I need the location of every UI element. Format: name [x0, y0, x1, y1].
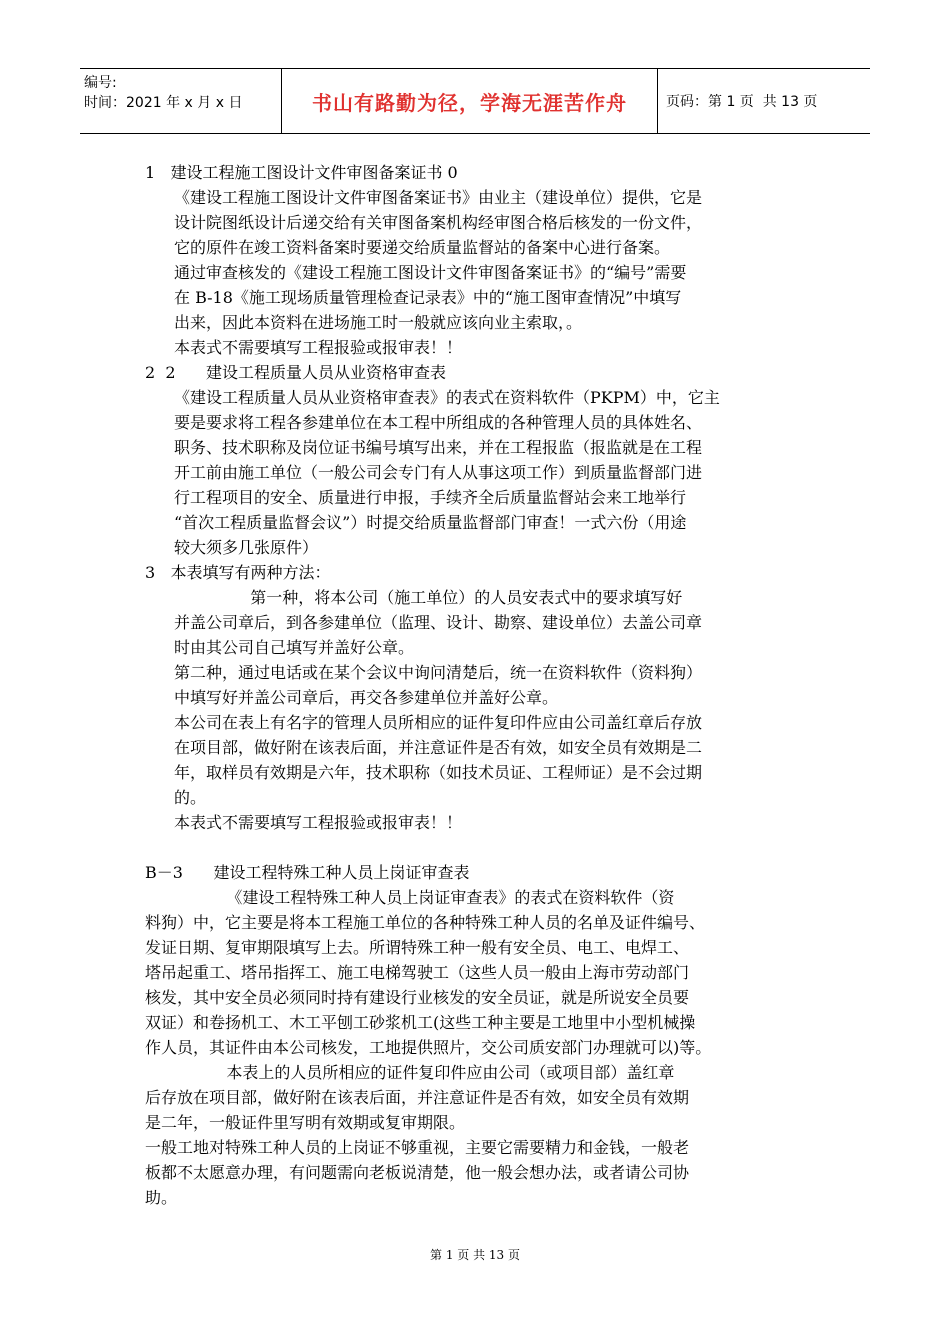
section-2-heading: 2 2 建设工程质量人员从业资格审查表 [145, 363, 447, 382]
paragraph-line: 《建设工程特殊工种人员上岗证审查表》的表式在资料软件（资 [145, 888, 675, 907]
paragraph-line: 开工前由施工单位（一般公司会专门有人从事这项工作）到质量监督部门进 [174, 463, 703, 482]
paragraph-line: 助。 [145, 1188, 178, 1207]
paragraph-line: 第一种，将本公司（施工单位）的人员安表式中的要求填写好 [174, 588, 683, 607]
paragraph-line: 塔吊起重工、塔吊指挥工、施工电梯驾驶工（这些人员一般由上海市劳动部门 [145, 963, 690, 982]
paragraph-line: 中填写好并盖公司章后，再交各参建单位并盖好公章。 [174, 688, 559, 707]
paragraph-line: 在项目部，做好附在该表后面，并注意证件是否有效，如安全员有效期是二 [174, 738, 703, 757]
paragraph-line: 《建设工程施工图设计文件审图备案证书》由业主（建设单位）提供，它是 [174, 188, 703, 207]
time-label: 时间：2021 年 x 月 x 日 [84, 95, 243, 111]
paragraph-line: 并盖公司章后，到各参建单位（监理、设计、勘察、建设单位）去盖公司章 [174, 613, 703, 632]
paragraph-line: 作人员，其证件由本公司核发，工地提供照片，交公司质安部门办理就可以)等。 [145, 1038, 712, 1057]
section-1-heading: 1 建设工程施工图设计文件审图备案证书 0 [145, 163, 458, 182]
number-label: 编号: [84, 75, 117, 91]
paragraph-line: “首次工程质量监督会议”）时提交给质量监督部门审查！一式六份（用途 [174, 513, 687, 532]
paragraph-line: 年，取样员有效期是六年，技术职称（如技术员证、工程师证）是不会过期 [174, 763, 703, 782]
paragraph-line: 发证日期、复审期限填写上去。所谓特殊工种一般有安全员、电工、电焊工、 [145, 938, 690, 957]
paragraph-line: 双证）和卷扬机工、木工平刨工砂浆机工(这些工种主要是工地里中小型机械操 [145, 1013, 696, 1032]
paragraph-line: 本公司在表上有名字的管理人员所相应的证件复印件应由公司盖红章后存放 [174, 713, 703, 732]
paragraph-line: 要是要求将工程各参建单位在本工程中所组成的各种管理人员的具体姓名、 [174, 413, 703, 432]
note-line: 本表式不需要填写工程报验或报审表！！ [174, 813, 463, 832]
paragraph-line: 核发，其中安全员必须同时持有建设行业核发的安全员证，就是所说安全员要 [145, 988, 690, 1007]
paragraph-line: 的。 [174, 788, 207, 807]
paragraph-line: 本表上的人员所相应的证件复印件应由公司（或项目部）盖红章 [145, 1063, 675, 1082]
paragraph-line: 它的原件在竣工资料备案时要递交给质量监督站的备案中心进行备案。 [174, 238, 671, 257]
paragraph-line: 是二年，一般证件里写明有效期或复审期限。 [145, 1113, 466, 1132]
paragraph-line: 出来，因此本资料在进场施工时一般就应该向业主索取，。 [174, 313, 583, 332]
section-3-heading: 3 本表填写有两种方法： [145, 563, 331, 582]
page-footer: 第 1 页 共 13 页 [430, 1248, 520, 1262]
blank-line [145, 835, 825, 860]
paragraph-line: 在 B-18《施工现场质量管理检查记录表》中的“施工图审查情况”中填写 [174, 288, 682, 307]
paragraph-line: 时由其公司自己填写并盖好公章。 [174, 638, 415, 657]
paragraph-line: 设计院图纸设计后递交给有关审图备案机构经审图合格后核发的一份文件， [174, 213, 703, 232]
paragraph-line: 第二种，通过电话或在某个会议中询问清楚后，统一在资料软件（资料狗） [174, 663, 703, 682]
paragraph-line: 料狗）中，它主要是将本工程施工单位的各种特殊工种人员的名单及证件编号、 [145, 913, 706, 932]
paragraph-line: 后存放在项目部，做好附在该表后面，并注意证件是否有效，如安全员有效期 [145, 1088, 690, 1107]
paragraph-line: 板都不太愿意办理，有问题需向老板说清楚，他一般会想办法，或者请公司协 [145, 1163, 690, 1182]
section-b3-heading: B－3 建设工程特殊工种人员上岗证审查表 [145, 863, 470, 882]
paragraph-line: 《建设工程质量人员从业资格审查表》的表式在资料软件（PKPM）中，它主 [174, 388, 720, 407]
paragraph-line: 较大须多几张原件） [174, 538, 319, 557]
header-page-info [658, 69, 870, 133]
paragraph-line: 通过审查核发的《建设工程施工图设计文件审图备案证书》的“编号”需要 [174, 263, 687, 282]
paragraph-line: 一般工地对特殊工种人员的上岗证不够重视，主要它需要精力和金钱，一般老 [145, 1138, 690, 1157]
header-motto: 书山有路勤为径，学海无涯苦作舟 [282, 69, 658, 133]
note-line: 本表式不需要填写工程报验或报审表！！ [174, 338, 463, 357]
paragraph-line: 职务、技术职称及岗位证书编号填写出来，并在工程报监（报监就是在工程 [174, 438, 703, 457]
document-body [145, 160, 825, 1210]
document-header [80, 68, 870, 134]
paragraph-line: 行工程项目的安全、质量进行申报，手续齐全后质量监督站会来工地举行 [174, 488, 687, 507]
header-meta [80, 69, 282, 133]
page-label: 页码：第 1 页 共 13 页 [666, 94, 818, 110]
